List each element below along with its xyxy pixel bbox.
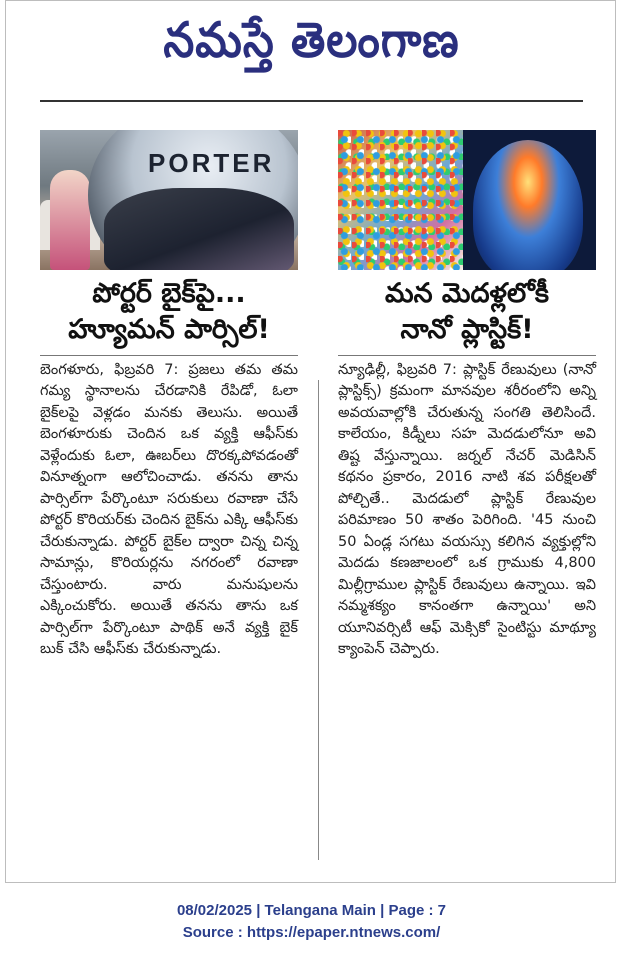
rider-shape <box>50 170 90 270</box>
headline-rule <box>338 355 596 356</box>
clipping-footer <box>0 900 623 944</box>
footer-source-link[interactable]: Source : https://epaper.ntnews.com/ <box>182 924 441 941</box>
footer-date-edition: 08/02/2025 | Telangana Main | Page : 7 <box>176 902 447 919</box>
headline-line-1: పోర్టర్ బైక్‌పై... <box>92 278 246 309</box>
masthead-title: నమస్తే తెలంగాణ <box>163 12 460 69</box>
article-body-paragraph: న్యూఢిల్లీ, ఫిబ్రవరి 7: ప్లాస్టిక్ రేణువులు (నానో ప్లాస్టిక్స్) క్రమంగా మానవుల శరీరంలోని అన్ని అవయవాల్లోకి చేరుతున్న సంగతి తెలిసిందే. కాలేయం, కిడ్నీలు సహ మెదడులోనూ అవి తిష్ట వేస్తున్నాయి. జర్నల్ నేచర్ మెడిసిన్ కథనం ప్రకారం, 2016 నాటి శవ పరీక్షలతో పోల్చితే.. మెదడులో ప్లాస్టిక్ రేణువుల పరిమాణం 50 శాతం పెరిగింది. '45 నుంచి 50 ఏండ్ల సగటు వయస్సు కలిగిన వ్యక్తుల్లోని మెదడు కణజాలంలో ఒక గ్రాముకు 4,800 మిల్లీగ్రాముల ప్లాస్టిక్ రేణువులు ఉన్నాయి. ఇవి నమ్మశక్యం కానంతగా ఉన్నాయి' అని యూనివర్సిటీ ఆఫ్ మెక్సికో సైంటిస్టు మాథ్యూ క్యాంపెన్ చెప్పారు. <box>338 361 596 658</box>
masthead-rule <box>40 100 583 102</box>
headline-line-2: నానో ప్లాస్టిక్! <box>400 314 534 346</box>
porter-helmet-photo <box>40 130 298 270</box>
article-headline <box>40 276 298 349</box>
article-body-paragraph: బెంగళూరు, ఫిబ్రవరి 7: ప్రజలు తమ తమ గమ్య స్థానాలను చేరడానికి రేపిడో, ఓలా బైక్‌లపై వెళ్లడం మనకు తెలుసు. అయితే బెంగళూరుకు చెందిన ఒక వ్యక్తి ఆఫీస్‌కు వెళ్లేందుకు ఓలా, ఊబర్‌లు దొరక్కపోవడంతో వినూత్నంగా ఆలోచించాడు. తనను తాను పార్సిల్‌గా పేర్కొంటూ సరుకులు రవాణా చేసే పోర్టర్ కొరియర్‌కు చెందిన బైక్‌ను ఎక్కి ఆఫీస్‌కు చేరుకున్నాడు. పోర్టర్ బైక్‌ల ద్వారా చిన్న చిన్న సామాన్లు, కొరియర్లను నగరంలో రవాణా చేస్తుంటారు. వారు మనుషులను ఎక్కించుకోరు. అయితే తనను తాను ఒక పార్సిల్‌గా పేర్కొంటూ పాథిక్ అనే వ్యక్తి బైక్ బుక్ చేసి ఆఫీస్‌కు చేరుకున్నాడు. <box>40 361 298 658</box>
headline-rule <box>40 355 298 356</box>
brain-plastic-photo <box>338 130 596 270</box>
plastic-pellets-shape <box>338 130 463 270</box>
article-headline <box>338 276 596 349</box>
masthead <box>0 6 623 76</box>
column-divider <box>318 380 319 860</box>
article-porter-bike <box>40 130 298 661</box>
article-nano-plastic <box>338 130 596 661</box>
headline-line-1: మన మెదళ్లలోకీ <box>385 278 549 309</box>
helmet-brand-text: PORTER <box>148 148 275 178</box>
article-body <box>40 360 298 661</box>
article-body <box>338 360 596 661</box>
visor-shape <box>104 188 294 270</box>
headline-line-2: హ్యూమన్ పార్సిల్! <box>68 314 270 346</box>
glowing-brain-shape <box>473 140 583 270</box>
